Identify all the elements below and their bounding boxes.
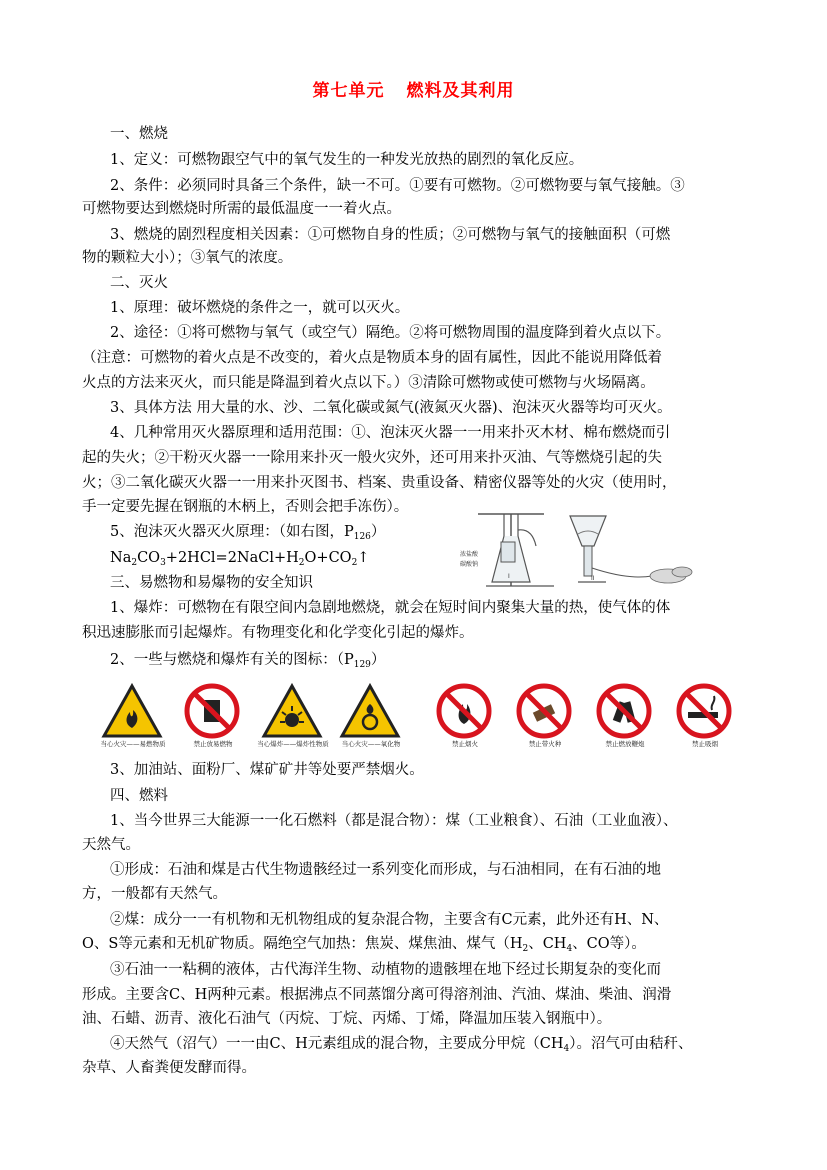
oxidizer-warning-icon <box>338 682 402 746</box>
sign-caption: 当心火灾——易燃物质 <box>100 740 166 748</box>
flammable-warning-icon <box>100 682 164 746</box>
paragraph-line: 天然气。 <box>82 837 140 853</box>
label-hcl: 浓盐酸 <box>460 551 479 558</box>
no-fire-icon <box>432 682 496 746</box>
no-firecrackers-icon <box>592 682 656 746</box>
paragraph-line: 形成。主要含C、H两种元素。根据沸点不同蒸馏分离可得溶剂油、汽油、煤油、柴油、润滑 <box>82 987 672 1003</box>
paragraph-line: 火点的方法来灭火，而只能是降温到着火点以下。）③清除可燃物或使可燃物与火场隔离。 <box>82 375 655 391</box>
paragraph-line: ③石油一一粘稠的液体，古代海洋生物、动植物的遗骸埋在地下经过长期复杂的变化而 <box>110 962 661 978</box>
sign-caption: 禁止带火种 <box>528 740 562 748</box>
paragraph-line: 3、具体方法 用大量的水、沙、二氧化碳或氮气(液氮灭火器)、泡沫灭火器等均可灭火。 <box>110 400 672 416</box>
sign-caption: 禁止烟火 <box>452 740 478 748</box>
paragraph-line: 2、途径：①将可燃物与氧气（或空气）隔绝。②将可燃物周围的温度降到着火点以下。 <box>110 325 671 341</box>
paragraph-line: 火；③二氧化碳灭火器一一用来扑灭图书、档案、贵重设备、精密仪器等处的火灾（使用时， <box>82 475 677 491</box>
paragraph-line: 杂草、人畜粪便发酵而得。 <box>82 1060 256 1076</box>
foam-principle-line: 5、泡沫灭火器灭火原理：（如右图，$P_{126}$） <box>110 524 386 542</box>
paragraph-line: ①形成：石油和煤是古代生物遗骸经过一系列变化而形成，与石油相同，在有石油的地 <box>110 862 661 878</box>
no-kindling-icon <box>512 682 576 746</box>
paragraph-line: 方，一般都有天然气。 <box>82 886 227 902</box>
sign-caption: 当心爆炸——爆炸性物质 <box>257 740 329 748</box>
paragraph-line: 积迅速膨胀而引起爆炸。有物理变化和化学变化引起的爆炸。 <box>82 625 474 641</box>
safety-signs-strip <box>100 682 725 752</box>
coal-line-2: O、S等元素和无机矿物质。隔绝空气加热：焦炭、煤焦油、煤气（$H_2$、$CH_4$、CO等）。 <box>82 936 646 954</box>
paragraph-line: 1、定义：可燃物跟空气中的氧气发生的一种发光放热的剧烈的氧化反应。 <box>110 152 584 168</box>
label-ii: II <box>591 575 595 582</box>
paragraph-line: 可燃物要达到燃烧时所需的最低温度一一着火点。 <box>82 201 401 217</box>
page-title <box>0 76 827 101</box>
paragraph-line: 起的失火；②干粉灭火器一一除用来扑灭一般火灾外，还可用来扑灭油、气等燃烧引起的失 <box>82 450 662 466</box>
section-heading-combustion: 一、燃烧 <box>110 126 168 142</box>
paragraph-line: 手一定要先握在钢瓶的木柄上，否则会把手冻伤）。 <box>82 499 409 515</box>
label-i: I <box>508 573 510 580</box>
no-flammables-icon <box>180 682 244 746</box>
natural-gas-line: ④天然气（沼气）一一由C、H元素组成的混合物，主要成分甲烷$(CH_4)$。沼气可由秸秆、 <box>110 1036 693 1054</box>
paragraph-line: ②煤：成分一一有机物和无机物组成的复杂混合物，主要含有C元素，此外还有H、N、 <box>110 912 669 928</box>
paragraph-line: 3、加油站、面粉厂、煤矿矿井等处要严禁烟火。 <box>110 762 424 778</box>
sign-caption: 禁止燃放鞭炮 <box>605 740 645 748</box>
foam-equation: $Na_2CO_3+2HCl=2NaCl+H_2O+CO_2↑$ <box>110 550 370 568</box>
no-smoking-icon <box>672 682 736 746</box>
foam-extinguisher-diagram <box>458 506 698 588</box>
signs-intro-line: 2、一些与燃烧和爆炸有关的图标：$(P_{129})$ <box>110 652 386 670</box>
paragraph-line: 2、条件：必须同时具备三个条件，缺一不可。①要有可燃物。②可燃物要与氧气接触。③ <box>110 178 685 194</box>
sign-caption: 禁止放易燃物 <box>193 740 233 748</box>
sign-caption: 禁止吸烟 <box>692 740 718 748</box>
label-na2co3: 碳酸钠 <box>460 561 479 568</box>
section-heading-fuel: 四、燃料 <box>110 788 168 804</box>
paragraph-line: 1、原理：破坏燃烧的条件之一，就可以灭火。 <box>110 300 410 316</box>
title-topic: 燃料及其利用 <box>406 81 515 101</box>
section-heading-extinguish: 二、灭火 <box>110 275 168 291</box>
explosive-warning-icon <box>260 682 324 746</box>
paragraph-line: 油、石蜡、沥青、液化石油气（丙烷、丁烷、丙烯、丁烯，降温加压装入钢瓶中）。 <box>82 1011 612 1027</box>
paragraph-line: 3、燃烧的剧烈程度相关因素：①可燃物自身的性质；②可燃物与氧气的接触面积（可燃 <box>110 227 671 243</box>
paragraph-line: 1、当今世界三大能源一一化石燃料（都是混合物）：煤（工业粮食）、石油（工业血液）、 <box>110 813 678 829</box>
title-unit: 第七单元 <box>312 81 385 101</box>
section-heading-safety: 三、易燃物和易爆物的安全知识 <box>110 575 313 591</box>
sign-caption: 当心火灾——氧化物 <box>341 740 401 748</box>
paragraph-line: 1、爆炸：可燃物在有限空间内急剧地燃烧，就会在短时间内聚集大量的热，使气体的体 <box>110 600 671 616</box>
paragraph-line: （注意：可燃物的着火点是不改变的，着火点是物质本身的固有属性，因此不能说用降低着 <box>82 350 662 366</box>
paragraph-line: 4、几种常用灭火器原理和适用范围：①、泡沫灭火器一一用来扑灭木材、棉布燃烧而引 <box>110 425 671 441</box>
paragraph-line: 物的颗粒大小）；③氧气的浓度。 <box>82 250 293 266</box>
